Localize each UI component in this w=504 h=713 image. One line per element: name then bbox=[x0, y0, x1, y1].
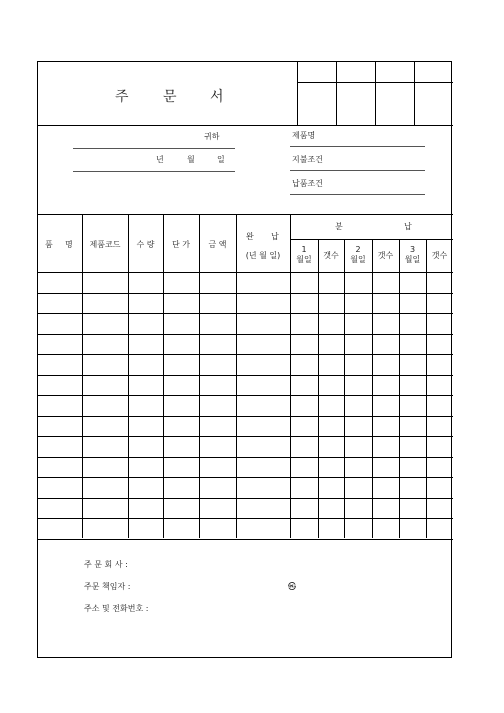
table-row bbox=[38, 416, 453, 417]
table-row bbox=[38, 395, 453, 396]
table-row bbox=[38, 313, 453, 314]
split-1-date: 1 월일 bbox=[296, 245, 312, 264]
date-day-label: 일 bbox=[217, 155, 225, 164]
header-product-code: 제품코드 bbox=[89, 240, 121, 249]
header-amount: 금 액 bbox=[208, 240, 227, 249]
table-row bbox=[38, 498, 453, 499]
table-row bbox=[38, 518, 453, 519]
date-year-label: 년 bbox=[156, 155, 164, 164]
product-name-label: 제품명 bbox=[292, 131, 316, 140]
product-name-line bbox=[290, 146, 425, 147]
split-1-count: 갯수 bbox=[323, 251, 339, 260]
title-divider bbox=[38, 125, 453, 126]
date-month-label: 월 bbox=[187, 155, 195, 164]
table-row bbox=[38, 436, 453, 437]
title-char-1: 주 bbox=[115, 89, 129, 105]
header-unit-price: 단 가 bbox=[172, 240, 190, 249]
header-item-name-1: 품 bbox=[45, 240, 53, 249]
title-char-2: 문 bbox=[163, 89, 177, 105]
header-full-delivery-date: (년 월 일) bbox=[245, 251, 281, 260]
order-manager-label: 주문 책임자 : bbox=[84, 582, 131, 591]
header-quantity: 수 량 bbox=[136, 240, 155, 249]
header-item-name-2: 명 bbox=[65, 240, 73, 249]
date-line bbox=[73, 171, 235, 172]
table-row bbox=[38, 375, 453, 376]
order-form bbox=[37, 61, 452, 658]
split-3-date: 3 월일 bbox=[404, 245, 421, 264]
approval-box-border bbox=[297, 62, 298, 125]
split-2-date: 2 월일 bbox=[350, 245, 366, 264]
seal-mark: ㉿ bbox=[288, 582, 296, 591]
table-top-border bbox=[38, 214, 453, 215]
order-company-label: 주 문 회 사 : bbox=[84, 560, 128, 569]
table-row bbox=[38, 477, 453, 478]
addressee-honorific: 귀하 bbox=[204, 132, 220, 141]
table-row bbox=[38, 334, 453, 335]
header-partial-delivery-2: 납 bbox=[404, 222, 412, 231]
table-row bbox=[38, 539, 453, 540]
header-bottom-border bbox=[38, 272, 453, 273]
addressee-line bbox=[73, 148, 235, 149]
header-full-delivery-2: 납 bbox=[271, 232, 279, 241]
partial-delivery-divider bbox=[290, 239, 453, 240]
header-partial-delivery-1: 분 bbox=[335, 222, 343, 231]
split-2-count: 갯수 bbox=[377, 251, 394, 260]
table-row bbox=[38, 354, 453, 355]
split-3-count: 갯수 bbox=[431, 251, 448, 260]
payment-terms-label: 지불조건 bbox=[292, 155, 323, 164]
payment-terms-line bbox=[290, 170, 425, 171]
col-line bbox=[82, 214, 83, 538]
delivery-terms-label: 납품조건 bbox=[292, 179, 323, 188]
table-row bbox=[38, 457, 453, 458]
address-phone-label: 주소 및 전화번호 : bbox=[84, 604, 149, 613]
header-full-delivery-1: 완 bbox=[246, 232, 254, 241]
delivery-terms-line bbox=[290, 194, 425, 195]
table-row bbox=[38, 293, 453, 294]
title-char-3: 서 bbox=[210, 89, 224, 105]
